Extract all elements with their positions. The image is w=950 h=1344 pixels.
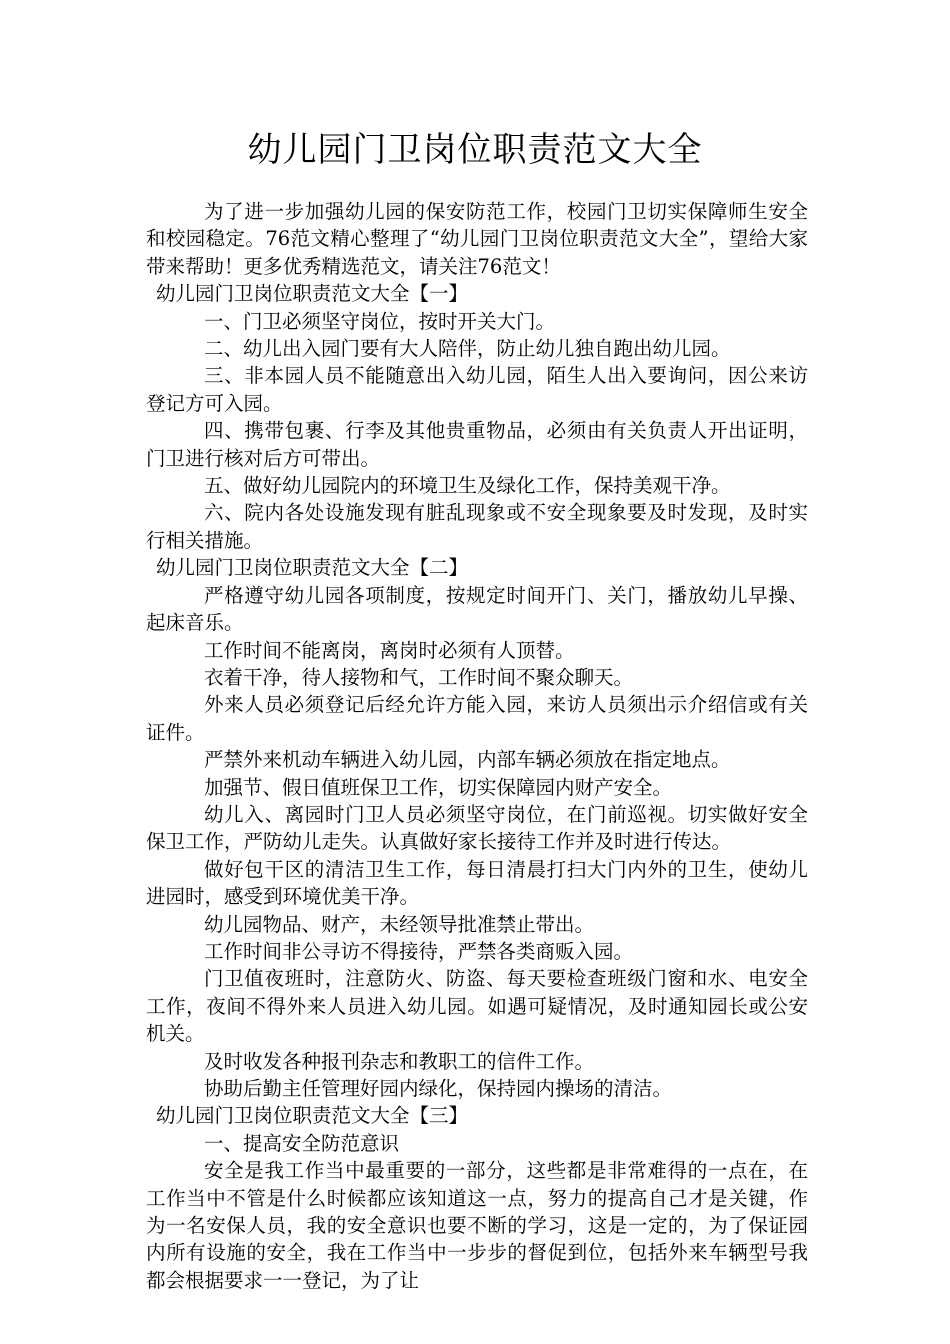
paragraph: 做好包干区的清洁卫生工作，每日清晨打扫大门内外的卫生，使幼儿进园时，感受到环境优美干净。 (146, 857, 808, 909)
paragraph: 工作时间非公寻访不得接待，严禁各类商贩入园。 (204, 939, 634, 963)
document-body (146, 198, 808, 1294)
paragraph: 安全是我工作当中最重要的一部分，这些都是非常难得的一点在，在工作当中不管是什么时候都应该知道这一点，努力的提高自己才是关键，作为一名安保人员，我的安全意识也要不断的学习，这是一定的，为了保证园内所有设施的安全，我在工作当中一步步的督促到位，包括外来车辆型号我都会根据要求一一登记，为了让 (146, 1159, 808, 1292)
paragraph: 三、非本园人员不能随意出入幼儿园，陌生人出入要询问，因公来访登记方可入园。 (146, 364, 808, 415)
section-heading: 幼儿园门卫岗位职责范文大全【一】 (156, 282, 469, 306)
paragraph: 幼儿园物品、财产，未经领导批准禁止带出。 (204, 912, 595, 936)
paragraph: 工作时间不能离岗，离岗时必须有人顶替。 (204, 638, 575, 662)
paragraph: 六、院内各处设施发现有脏乱现象或不安全现象要及时发现，及时实行相关措施。 (146, 501, 808, 552)
section-heading: 幼儿园门卫岗位职责范文大全【二】 (156, 556, 469, 580)
paragraph: 衣着干净，待人接物和气，工作时间不聚众聊天。 (204, 665, 634, 689)
paragraph: 二、幼儿出入园门要有大人陪伴，防止幼儿独自跑出幼儿园。 (204, 337, 731, 361)
paragraph: 加强节、假日值班保卫工作，切实保障园内财产安全。 (204, 775, 673, 799)
paragraph: 为了进一步加强幼儿园的保安防范工作，校园门卫切实保障师生安全和校园稳定。76范文精心整理了“幼儿园门卫岗位职责范文大全”，望给大家带来帮助！更多优秀精选范文，请关注76范文！ (146, 200, 808, 278)
paragraph: 严格遵守幼儿园各项制度，按规定时间开门、关门，播放幼儿早操、起床音乐。 (146, 583, 808, 635)
paragraph: 一、提高安全防范意识 (204, 1131, 400, 1155)
paragraph: 及时收发各种报刊杂志和教职工的信件工作。 (204, 1049, 595, 1073)
paragraph: 幼儿入、离园时门卫人员必须坚守岗位，在门前巡视。切实做好安全保卫工作，严防幼儿走失。认真做好家长接待工作并及时进行传达。 (146, 802, 808, 854)
paragraph: 门卫值夜班时，注意防火、防盗、每天要检查班级门窗和水、电安全工作，夜间不得外来人员进入幼儿园。如遇可疑情况，及时通知园长或公安机关。 (146, 967, 808, 1046)
paragraph: 外来人员必须登记后经允许方能入园，来访人员须出示介绍信或有关证件。 (146, 693, 808, 744)
paragraph: 一、门卫必须坚守岗位，按时开关大门。 (204, 309, 556, 333)
paragraph: 严禁外来机动车辆进入幼儿园，内部车辆必须放在指定地点。 (204, 748, 731, 772)
document-title: 幼儿园门卫岗位职责范文大全 (247, 130, 703, 170)
paragraph: 协助后勤主任管理好园内绿化，保持园内操场的清洁。 (204, 1077, 673, 1100)
section-heading: 幼儿园门卫岗位职责范文大全【三】 (156, 1104, 469, 1128)
paragraph: 五、做好幼儿园院内的环境卫生及绿化工作，保持美观干净。 (204, 474, 731, 498)
paragraph: 四、携带包裹、行李及其他贵重物品，必须由有关负责人开出证明，门卫进行核对后方可带出。 (146, 419, 808, 470)
